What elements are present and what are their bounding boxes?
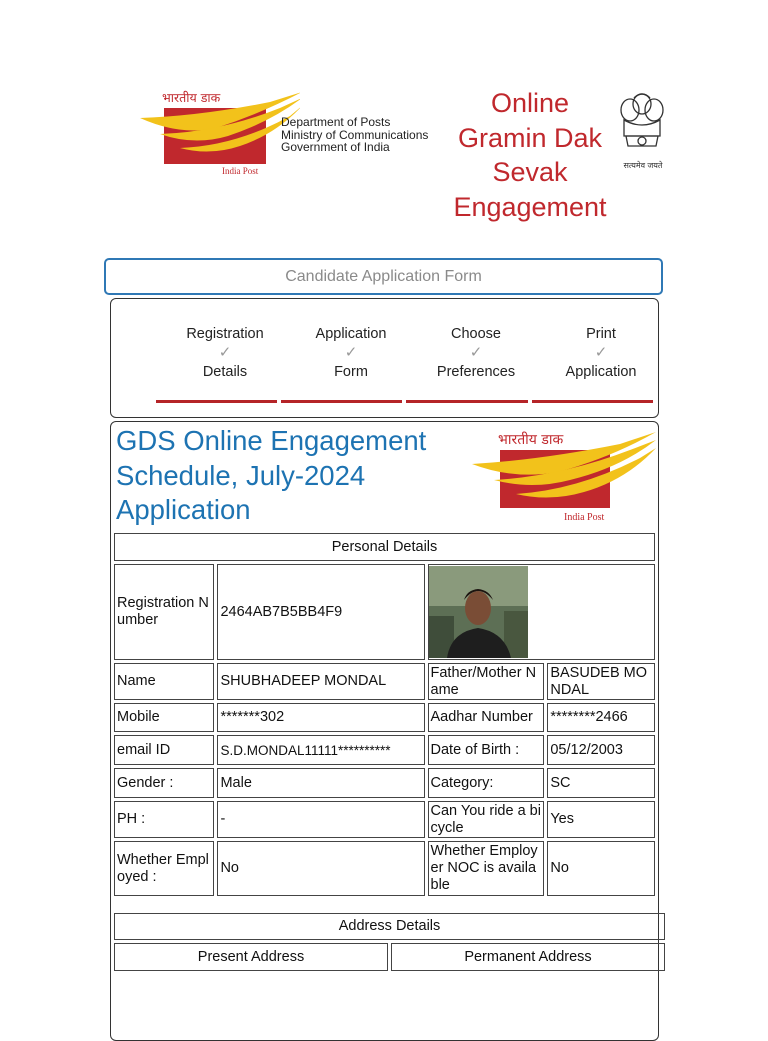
ph-label: PH : — [114, 801, 214, 838]
title-line: Online — [490, 88, 570, 118]
department-text — [281, 116, 428, 154]
step-print-application[interactable] — [541, 325, 661, 381]
application-title — [116, 424, 476, 528]
india-post-logo — [140, 88, 300, 180]
step-progress-bar — [532, 400, 653, 403]
aadhar-label: Aadhar Number — [428, 703, 545, 732]
step-label: Print — [586, 326, 616, 342]
svg-text:भारतीय डाक: भारतीय डाक — [162, 90, 221, 105]
section-heading: Personal Details — [114, 533, 655, 561]
checkmark-icon: ✓ — [218, 344, 232, 361]
mobile-label: Mobile — [114, 703, 214, 732]
noc-value: No — [547, 841, 655, 896]
form-banner: Candidate Application Form — [104, 258, 663, 295]
step-label: Application — [315, 326, 387, 342]
candidate-photo — [429, 566, 528, 658]
progress-steps — [110, 298, 659, 418]
checkmark-icon: ✓ — [594, 344, 608, 361]
step-progress-bar — [156, 400, 277, 403]
dob-label: Date of Birth : — [428, 735, 545, 765]
noc-label: Whether Employer NOC is available — [428, 841, 545, 896]
step-label: Form — [334, 364, 368, 380]
permanent-address-header: Permanent Address — [391, 943, 665, 971]
dept-line: Government of India — [281, 140, 390, 154]
personal-details-table — [111, 530, 658, 899]
section-heading: Address Details — [114, 913, 665, 940]
title-line: Sevak — [492, 157, 568, 187]
email-value: S.D.MONDAL11111********** — [217, 735, 424, 765]
checkmark-icon: ✓ — [469, 344, 483, 361]
step-progress-bar — [281, 400, 402, 403]
parent-label: Father/Mother Name — [428, 663, 545, 700]
employed-value: No — [217, 841, 424, 896]
step-label: Application — [565, 364, 637, 380]
name-label: Name — [114, 663, 214, 700]
india-post-logo — [470, 428, 656, 524]
gender-value: Male — [217, 768, 424, 798]
dept-line: Ministry of Communications — [281, 127, 429, 142]
step-choose-preferences[interactable] — [416, 325, 536, 381]
present-address-header: Present Address — [114, 943, 388, 971]
aadhar-value: ********2466 — [547, 703, 655, 732]
svg-text:India Post: India Post — [564, 512, 605, 523]
registration-value: 2464AB7B5BB4F9 — [217, 564, 424, 660]
svg-text:India Post: India Post — [222, 166, 259, 176]
category-label: Category: — [428, 768, 545, 798]
address-details-table — [111, 910, 668, 974]
portal-title — [440, 86, 620, 224]
name-value: SHUBHADEEP MONDAL — [217, 663, 424, 700]
bicycle-value: Yes — [547, 801, 655, 838]
step-progress-bar — [406, 400, 528, 403]
email-label: email ID — [114, 735, 214, 765]
employed-label: Whether Employed : — [114, 841, 214, 896]
bicycle-label: Can You ride a bicycle — [428, 801, 545, 838]
category-value: SC — [547, 768, 655, 798]
mobile-value: *******302 — [217, 703, 424, 732]
step-label: Details — [202, 364, 248, 380]
title-line: Engagement — [453, 191, 607, 222]
title-line: Schedule, July-2024 — [116, 459, 366, 491]
step-registration-details[interactable] — [165, 325, 285, 381]
gender-label: Gender : — [114, 768, 214, 798]
checkmark-icon: ✓ — [344, 344, 358, 361]
title-line: Gramin Dak — [457, 122, 603, 153]
step-label: Preferences — [436, 364, 516, 380]
ph-value: - — [217, 801, 424, 838]
registration-label: Registration Number — [114, 564, 214, 660]
title-line: GDS Online Engagement — [116, 425, 427, 456]
step-label: Registration — [186, 326, 264, 342]
emblem-caption: सत्यमेव जयते — [623, 161, 663, 170]
svg-text:भारतीय डाक: भारतीय डाक — [498, 432, 564, 448]
dob-value: 05/12/2003 — [547, 735, 655, 765]
step-application-form[interactable] — [291, 325, 411, 381]
title-line: Application — [116, 494, 251, 525]
photo-cell — [428, 564, 656, 660]
step-label: Choose — [451, 326, 501, 342]
parent-value: BASUDEB MONDAL — [547, 663, 655, 700]
dept-line: Department of Posts — [281, 115, 391, 129]
